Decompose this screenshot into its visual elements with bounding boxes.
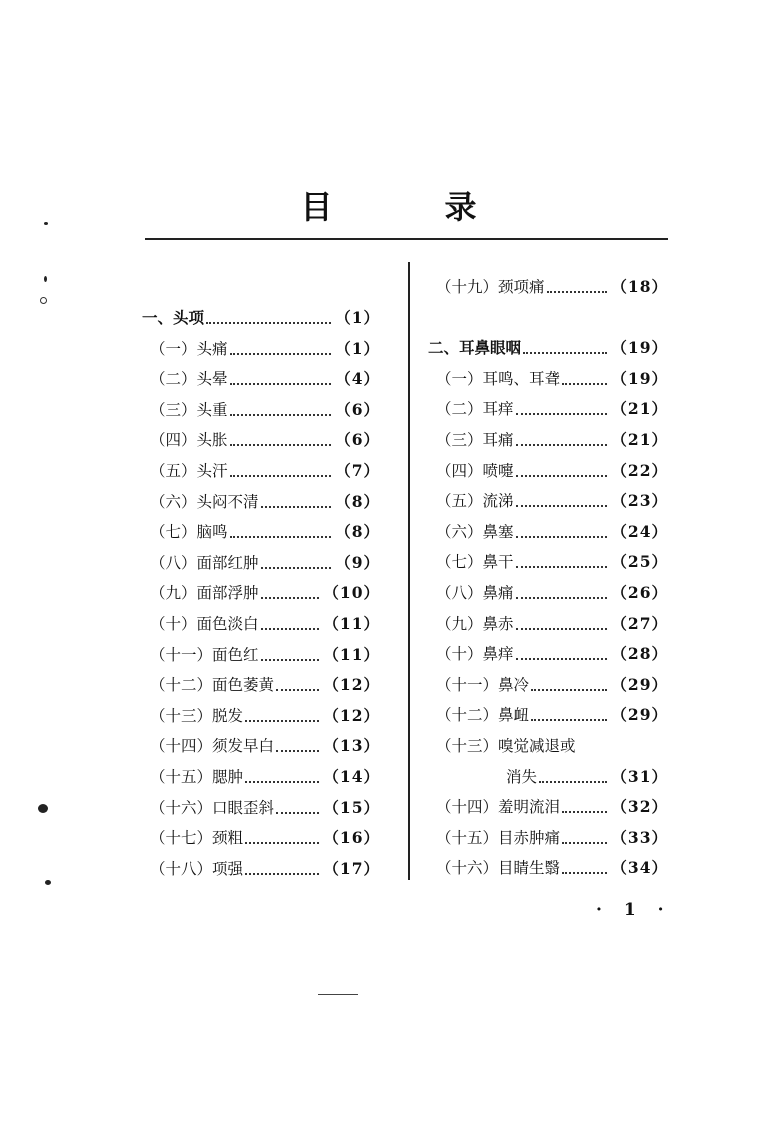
dot-leader [245,873,319,875]
dot-leader [516,628,608,630]
toc-entry [436,827,668,849]
toc-entry [436,398,668,420]
scan-speck [44,222,48,225]
toc-entry [150,797,380,819]
toc-page-number: （26） [611,583,668,602]
toc-entry-label: （五）流涕 [436,492,514,511]
toc-entry-label: （十六）目睛生翳 [436,859,561,878]
toc-entry [436,460,668,482]
dot-leader [516,444,608,446]
dot-leader [245,842,319,844]
toc-entry-label: （二）头晕 [150,370,228,389]
toc-page-number: （25） [611,552,668,572]
toc-entry [150,429,380,451]
toc-entry [150,491,380,513]
toc-page-number: （18） [611,277,668,296]
dot-leader [276,812,319,814]
toc-entry [436,368,668,390]
scan-speck [40,297,47,304]
toc-entry [436,674,668,696]
toc-page-number: （4） [335,369,380,389]
dot-leader [562,811,607,813]
toc-page-number: （13） [323,736,380,756]
toc-entry [150,552,380,574]
toc-entry-label: （八）鼻痛 [436,584,514,602]
toc-entry [436,735,668,757]
toc-entry-label: （九）面部浮肿 [150,584,259,603]
toc-entry-label: （十六）口眼歪斜 [150,798,275,817]
toc-page-number: （11） [323,644,380,664]
toc-entry [436,521,668,543]
toc-page-number: （6） [335,430,380,450]
toc-entry-label: 消失 [506,767,538,786]
dot-leader [261,597,320,599]
toc-entry-label: （十三）嗅觉减退或 [436,737,576,755]
toc-entry-label: 二、耳鼻眼咽 [428,338,522,358]
toc-entry [150,368,380,390]
toc-entry [436,704,668,726]
toc-entry [436,613,668,635]
toc-page-number: （11） [323,614,380,633]
dot-leader [516,658,608,660]
toc-entry-label: （十八）项强 [150,859,244,878]
toc-entry [150,613,380,635]
toc-page-number: （12） [323,705,380,725]
dot-leader [531,719,607,721]
toc-entry-label: （四）喷嚏 [436,461,514,480]
scan-speck [38,804,48,813]
toc-page-number: （19） [611,338,668,358]
toc-entry-label: 一、头项 [142,308,205,327]
dot-leader [562,383,607,385]
toc-page-number: （8） [335,522,380,542]
dot-leader [230,475,332,477]
toc-entry-label: （十二）面色萎黄 [150,676,275,695]
dot-leader [261,506,332,508]
toc-entry-label: （八）面部红肿 [150,553,259,572]
toc-page-number: （22） [611,460,668,480]
toc-page-number: （21） [611,399,668,419]
toc-page-number: （33） [611,827,668,847]
dot-leader [261,567,332,569]
dot-leader [276,750,319,752]
toc-entry [436,857,668,879]
toc-entry [150,858,380,880]
dot-leader [230,444,332,446]
dot-leader [206,322,331,324]
toc-page-number: （6） [335,399,380,419]
toc-entry [150,735,380,757]
page-number: · 1 · [596,900,672,920]
toc-page-number: （12） [323,675,380,695]
toc-page-number: （24） [611,521,668,541]
toc-entry-label: （十）面色淡白 [150,615,259,633]
toc-entry-label: （七）脑鸣 [150,523,228,542]
toc-entry [436,276,668,298]
dot-leader [245,720,319,722]
toc-entry-label: （九）鼻赤 [436,614,514,633]
toc-entry [150,674,380,696]
toc-page-number: （10） [323,583,380,603]
scan-mark [318,994,358,995]
toc-entry-label: （五）头汗 [150,462,228,480]
toc-entry [150,399,380,421]
toc-entry-label: （二）耳痒 [436,400,514,419]
title-rule [145,238,668,240]
toc-entry-label: （一）头痛 [150,339,228,358]
toc-page-number: （8） [335,491,380,511]
dot-leader [562,842,607,844]
toc-page-number: （7） [335,461,380,480]
toc-entry-label: （十四）须发早白 [150,737,275,756]
toc-entry [436,643,668,665]
scan-speck [44,276,47,282]
toc-entry-label: （十四）羞明流泪 [436,798,561,817]
toc-section-heading [428,337,668,359]
toc-page-number: （34） [611,858,668,878]
dot-leader [516,413,608,415]
toc-page-number: （21） [611,430,668,449]
dot-leader [539,781,607,783]
toc-entry-label: （三）耳痛 [436,431,514,449]
toc-page-number: （9） [335,552,380,572]
dot-leader [230,536,332,538]
dot-leader [516,597,608,599]
toc-entry [150,644,380,666]
page-title: 目 录 [300,188,517,226]
toc-page-number: （27） [611,613,668,633]
toc-page-number: （32） [611,797,668,817]
toc-entry [436,490,668,512]
toc-entry [436,551,668,573]
toc-page-number: （28） [611,644,668,664]
dot-leader [230,383,332,385]
toc-entry [150,705,380,727]
toc-page-number: （15） [323,797,380,817]
toc-section-heading [142,307,380,329]
toc-page-number: （1） [335,308,380,327]
toc-entry-label: （七）鼻干 [436,553,514,572]
toc-page-number: （17） [323,858,380,878]
dot-leader [230,414,332,416]
toc-entry [150,766,380,788]
toc-entry-label: （十）鼻痒 [436,645,514,664]
dot-leader [531,689,607,691]
toc-entry-label: （十九）颈项痛 [436,278,545,296]
toc-entry-label: （十三）脱发 [150,706,244,725]
toc-entry-label: （四）头胀 [150,431,228,450]
dot-leader [523,352,607,354]
dot-leader [516,536,608,538]
toc-entry [436,429,668,451]
toc-page-number: （29） [611,674,668,694]
dot-leader [230,353,332,355]
dot-leader [276,689,319,691]
toc-entry-label: （十七）颈粗 [150,829,244,848]
toc-page-number: （14） [323,767,380,786]
toc-entry-label: （十一）鼻冷 [436,675,530,694]
dot-leader [562,872,607,874]
dot-leader [245,781,319,783]
dot-leader [261,659,320,661]
dot-leader [547,291,608,293]
scan-speck [45,880,51,885]
dot-leader [516,475,608,477]
toc-entry [436,796,668,818]
toc-entry-label: （六）头闷不清 [150,492,259,511]
toc-entry [150,521,380,543]
toc-entry-label: （六）鼻塞 [436,522,514,541]
toc-entry [150,460,380,482]
dot-leader [516,566,608,568]
column-divider [408,262,410,880]
toc-entry [150,338,380,360]
toc-entry-label: （十五）目赤肿痛 [436,828,561,847]
toc-entry [150,827,380,849]
toc-page-number: （29） [611,705,668,725]
toc-page-number: （19） [611,368,668,388]
toc-entry-label: （三）头重 [150,400,228,419]
toc-entry [436,582,668,604]
toc-page-number: （1） [335,338,380,358]
dot-leader [261,628,320,630]
toc-page-number: （23） [611,491,668,511]
toc-page-number: （31） [611,766,668,786]
dot-leader [516,505,608,507]
toc-entry-label: （一）耳鸣、耳聋 [436,369,561,388]
toc-entry-label: （十一）面色红 [150,645,259,664]
toc-entry [150,582,380,604]
toc-entry-label: （十二）鼻衄 [436,706,530,725]
toc-entry [506,766,668,788]
toc-entry-label: （十五）腮肿 [150,768,244,786]
toc-page-number: （16） [323,828,380,848]
